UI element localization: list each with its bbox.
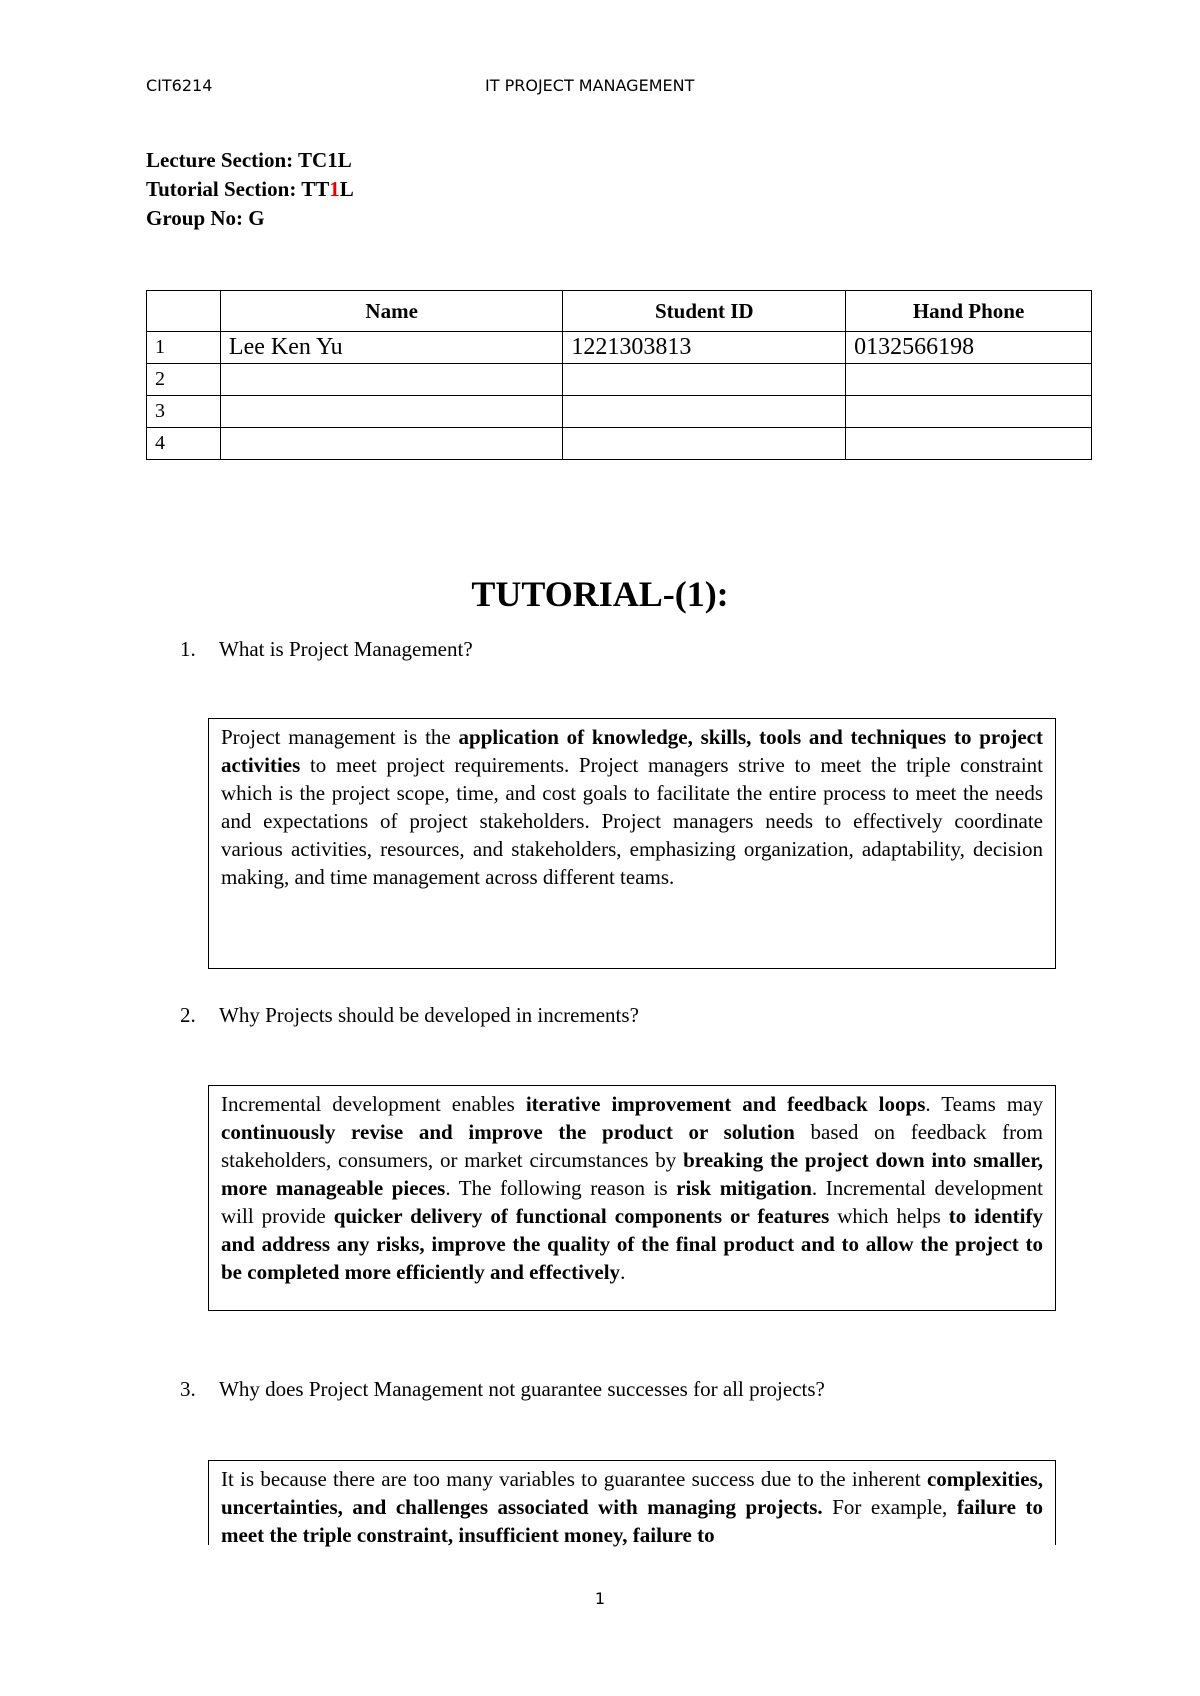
answer-text: It is because there are too many variables to guarantee success due to the inherent: [221, 1467, 927, 1491]
header-cell-name: Name: [220, 291, 563, 332]
table-row: [147, 428, 1092, 460]
question-1: [180, 637, 473, 662]
question-number: 1.: [180, 637, 196, 661]
group-line: [146, 204, 354, 233]
answer-text: .: [620, 1260, 626, 1284]
question-text: Why Projects should be developed in increments?: [219, 1003, 639, 1027]
table-row: [147, 396, 1092, 428]
answer-emphasis: complexities, uncertainties, and challenges associated with managing projects.: [221, 1467, 1043, 1519]
course-code: CIT6214: [146, 76, 213, 95]
row-index: 3: [147, 396, 221, 428]
answer-emphasis: risk mitigation: [676, 1176, 812, 1200]
answer-text: Incremental development enables: [221, 1092, 526, 1116]
member-hand-phone: [846, 396, 1092, 428]
lecture-section-label: Lecture Section:: [146, 148, 294, 172]
answer-text: to meet project requirements. Project managers strive to meet the triple constraint which is the project scope, time, and cost goals to facilitate the entire process to meet the needs and expectations of project stakeholders. Project managers needs to effectively coordinate various activities, resources, and stakeholders, emphasizing organization, adaptability, decision making, and time management across different teams.: [221, 753, 1043, 889]
answer-text: . The following reason is: [445, 1176, 677, 1200]
group-label: Group No:: [146, 206, 244, 230]
lecture-section-value: TC1L: [298, 148, 352, 172]
answer-emphasis: application of knowledge, skills, tools and techniques to project activities: [221, 725, 1043, 777]
member-name: [220, 364, 563, 396]
tutorial-value-post: L: [339, 177, 354, 201]
answer-text: Project management is the: [221, 725, 459, 749]
member-hand-phone: [846, 364, 1092, 396]
answer-emphasis: iterative improvement and feedback loops: [525, 1092, 926, 1116]
answer-emphasis: continuously revise and improve the product or solution: [221, 1120, 795, 1144]
table-row: [147, 364, 1092, 396]
question-text: Why does Project Management not guarantee successes for all projects?: [219, 1377, 825, 1401]
header-cell-student-id: Student ID: [563, 291, 846, 332]
tutorial-section-value: [301, 177, 354, 201]
tutorial-value-pre: TT: [301, 177, 330, 201]
member-hand-phone: [846, 428, 1092, 460]
question-3: [180, 1377, 825, 1402]
answer-box-3: [208, 1460, 1056, 1545]
course-name: IT PROJECT MANAGEMENT: [485, 76, 695, 95]
header-cell-hand-phone: Hand Phone: [846, 291, 1092, 332]
answer-emphasis: to identify and address any risks, improve the quality of the final product and to allow the project to be completed more efficiently and effectively: [221, 1204, 1043, 1284]
question-number: 2.: [180, 1003, 196, 1027]
tutorial-value-highlight: 1: [329, 177, 340, 201]
members-table: [146, 290, 1092, 460]
answer-text: based on feedback from stakeholders, consumers, or market circumstances by: [221, 1120, 1043, 1172]
member-name: Lee Ken Yu: [220, 332, 563, 364]
tutorial-section-label: Tutorial Section:: [146, 177, 297, 201]
question-2: [180, 1003, 639, 1028]
answer-text: For example,: [822, 1495, 957, 1519]
lecture-section-line: [146, 146, 354, 175]
member-student-id: [563, 396, 846, 428]
table-row: [147, 332, 1092, 364]
answer-box-2: [208, 1085, 1056, 1311]
section-info: [146, 146, 354, 233]
answer-text: . Teams may: [925, 1092, 1043, 1116]
member-student-id: [563, 364, 846, 396]
answer-emphasis: failure to meet the triple constraint, insufficient money, failure to: [221, 1495, 1043, 1547]
member-name: [220, 396, 563, 428]
question-text: What is Project Management?: [219, 637, 473, 661]
header-cell-index: [147, 291, 221, 332]
row-index: 1: [147, 332, 221, 364]
question-number: 3.: [180, 1377, 196, 1401]
member-name: [220, 428, 563, 460]
group-value: G: [248, 206, 265, 230]
answer-emphasis: breaking the project down into smaller, more manageable pieces: [221, 1148, 1043, 1200]
member-student-id: [563, 428, 846, 460]
table-header-row: [147, 291, 1092, 332]
row-index: 2: [147, 364, 221, 396]
tutorial-section-line: [146, 175, 354, 204]
tutorial-title: TUTORIAL-(1):: [471, 574, 729, 614]
answer-text: which helps: [829, 1204, 949, 1228]
page-number: 1: [594, 1589, 606, 1608]
member-student-id: 1221303813: [563, 332, 846, 364]
answer-box-1: [208, 718, 1056, 969]
row-index: 4: [147, 428, 221, 460]
answer-emphasis: quicker delivery of functional components or features: [333, 1204, 830, 1228]
member-hand-phone: 0132566198: [846, 332, 1092, 364]
answer-text: . Incremental development will provide: [221, 1176, 1043, 1228]
